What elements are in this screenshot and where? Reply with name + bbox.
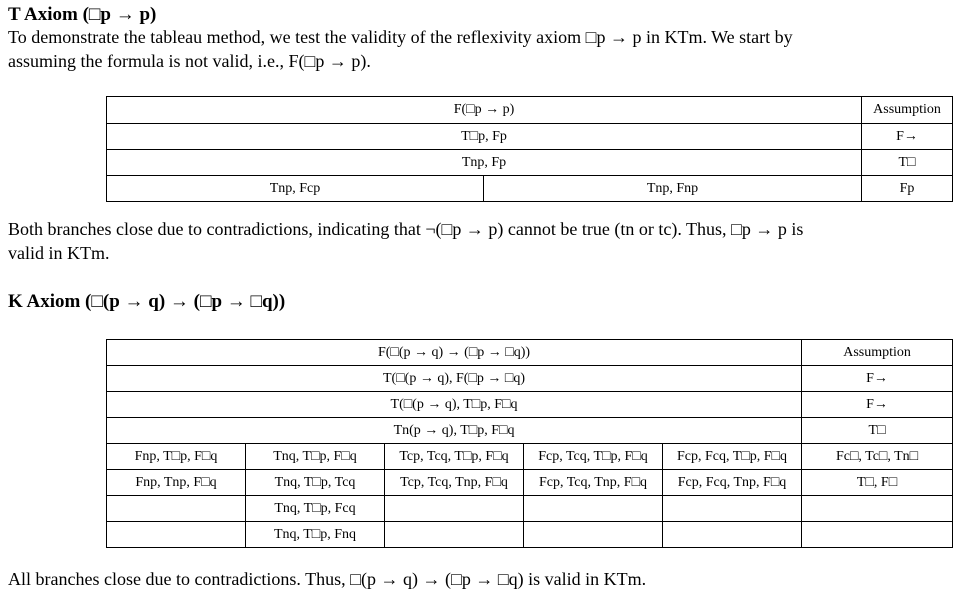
branch-cell: Fnp, Tnp, F□q: [107, 470, 246, 496]
tableau-row: [107, 150, 953, 176]
branch-cell-left: Tnp, Fcp: [107, 176, 484, 202]
tableau-cell: F(□(p → q) → (□p → □q)): [107, 340, 802, 366]
branch-cell: Tnq, T□p, Tcq: [246, 470, 385, 496]
rule-cell: T□: [862, 150, 953, 176]
branch-cell: Fcp, Fcq, Tnp, F□q: [663, 470, 802, 496]
rule-cell: Fc□, Tc□, Tn□: [802, 444, 953, 470]
tableau-cell: Tnp, Fp: [107, 150, 862, 176]
tableau-cell: T(□(p → q), T□p, F□q: [107, 392, 802, 418]
t-axiom-tableau: [106, 96, 953, 202]
tableau-row: [107, 444, 953, 470]
empty-cell: [107, 522, 246, 548]
tableau-row: [107, 392, 953, 418]
tableau-row: [107, 97, 953, 124]
t-axiom-intro: [8, 25, 958, 73]
branch-cell: Tcp, Tcq, Tnp, F□q: [385, 470, 524, 496]
branch-cell: Tcp, Tcq, T□p, F□q: [385, 444, 524, 470]
k-axiom-heading: K Axiom (□(p → q) → (□p → □q)): [8, 291, 286, 312]
branch-cell: Fcp, Tcq, Tnp, F□q: [524, 470, 663, 496]
rule-cell: F→: [802, 366, 953, 392]
t-axiom-conclusion-line1: Both branches close due to contradictions, indicating that ¬(□p → p) cannot be true (tn or tc). Thus, □p → p is: [8, 219, 804, 239]
branch-cell: Fcp, Tcq, T□p, F□q: [524, 444, 663, 470]
branch-cell-right: Tnp, Fnp: [484, 176, 862, 202]
tableau-row: [107, 522, 953, 548]
rule-cell: T□, F□: [802, 470, 953, 496]
branch-cell: Tnq, T□p, Fnq: [246, 522, 385, 548]
tableau-row: [107, 366, 953, 392]
tableau-cell: Tn(p → q), T□p, F□q: [107, 418, 802, 444]
t-axiom-intro-line2: assuming the formula is not valid, i.e., F(□p → p).: [8, 51, 371, 71]
branch-cell: Fcp, Fcq, T□p, F□q: [663, 444, 802, 470]
empty-cell: [524, 496, 663, 522]
empty-cell: [663, 522, 802, 548]
rule-cell: Assumption: [802, 340, 953, 366]
t-axiom-conclusion-line2: valid in KTm.: [8, 243, 110, 263]
rule-cell: Fp: [862, 176, 953, 202]
tableau-cell: F(□p → p): [107, 97, 862, 124]
empty-cell: [663, 496, 802, 522]
empty-cell: [802, 496, 953, 522]
t-axiom-intro-line1: To demonstrate the tableau method, we test the validity of the reflexivity axiom □p → p in KTm. We start by: [8, 27, 793, 47]
rule-cell: T□: [802, 418, 953, 444]
rule-cell: F→: [802, 392, 953, 418]
empty-cell: [385, 522, 524, 548]
empty-cell: [524, 522, 663, 548]
rule-cell: F→: [862, 124, 953, 150]
t-axiom-conclusion: [8, 217, 958, 265]
k-axiom-conclusion: All branches close due to contradictions. Thus, □(p → q) → (□p → □q) is valid in KTm.: [8, 569, 647, 589]
k-axiom-tableau: [106, 339, 953, 548]
tableau-cell: T(□(p → q), F(□p → □q): [107, 366, 802, 392]
branch-cell: Tnq, T□p, F□q: [246, 444, 385, 470]
empty-cell: [107, 496, 246, 522]
empty-cell: [802, 522, 953, 548]
t-axiom-heading: T Axiom (□p → p): [8, 4, 157, 25]
branch-cell: Fnp, T□p, F□q: [107, 444, 246, 470]
tableau-row: [107, 496, 953, 522]
tableau-row: [107, 470, 953, 496]
empty-cell: [385, 496, 524, 522]
branch-cell: Tnq, T□p, Fcq: [246, 496, 385, 522]
tableau-cell: T□p, Fp: [107, 124, 862, 150]
tableau-row: [107, 418, 953, 444]
tableau-row: [107, 124, 953, 150]
tableau-row: [107, 176, 953, 202]
rule-cell: Assumption: [862, 97, 953, 124]
tableau-row: [107, 340, 953, 366]
